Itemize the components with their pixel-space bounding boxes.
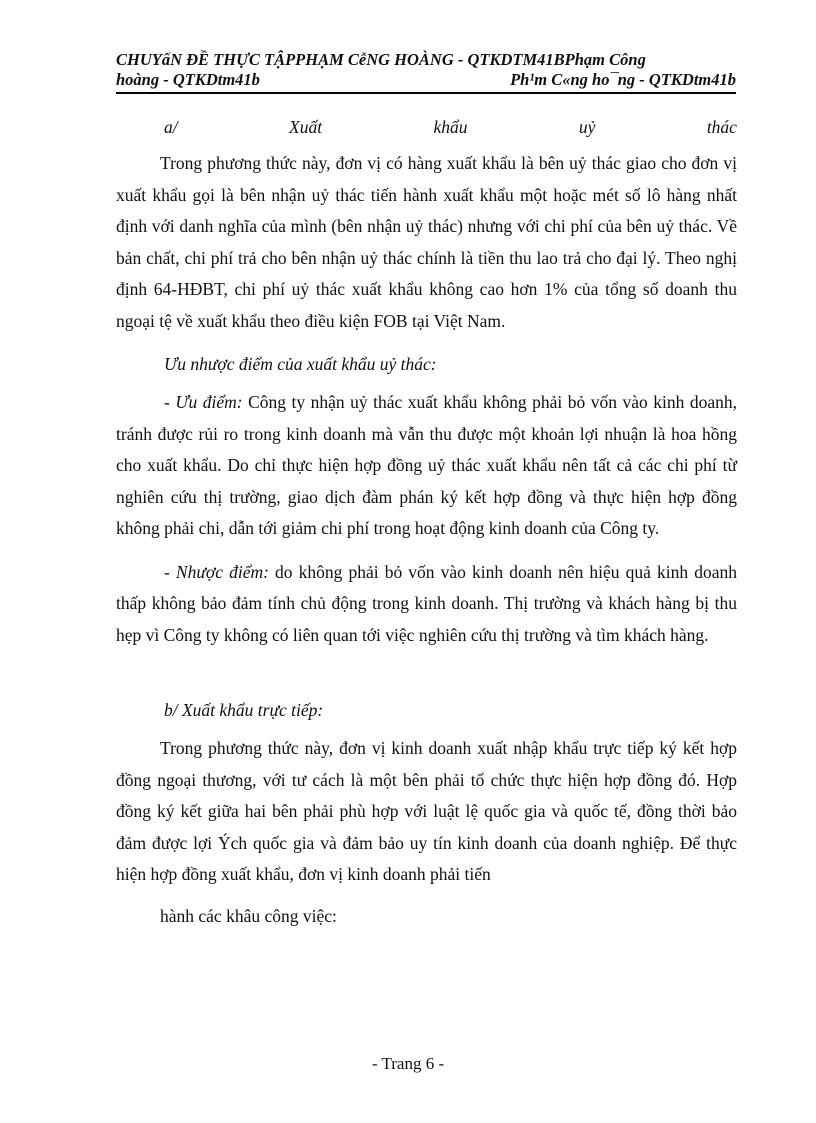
- cons-paragraph: [116, 557, 737, 652]
- section-b-paragraph: Trong phương thức này, đơn vị kinh doanh xuất nhập khẩu trực tiếp ký kết hợp đồng ngoại thương, với tư cách là một bên phải tổ chức thực hiện hợp đồng đó. Hợp đồng ký kết giữa hai bên phải phù hợp với luật lệ quốc gia và quốc tế, đồng thời bảo đảm được lợi Ých quốc gia và đảm bảo uy tín kinh doanh của doanh nghiệp. Để thực hiện hợp đồng xuất khẩu, đơn vị kinh doanh phải tiến: [116, 738, 737, 884]
- document-body: [116, 112, 737, 931]
- cons-text: do không phải bỏ vốn vào kinh doanh nên hiệu quả kinh doanh thấp không bảo đảm tính chủ động trong kinh doanh. Thị trường và khách hàng bị thu hẹp vì Công ty không có liên quan tới việc nghiên cứu thị trường và tìm khách hàng.: [116, 561, 737, 645]
- header-line-2: [116, 70, 736, 90]
- pros-paragraph: [116, 387, 737, 545]
- page-header: [116, 50, 736, 94]
- section-a-paragraph: Trong phương thức này, đơn vị có hàng xuất khẩu là bên uỷ thác giao cho đơn vị xuất khẩu gọi là bên nhận uỷ thác tiến hành xuất khẩu một hoặc mét số lô hàng nhất định với danh nghĩa của mình (bên nhận uỷ thác) nhưng với chi phí của bên uỷ thác. Về bản chất, chi phí trả cho bên nhận uỷ thác chính là tiền thu lao trả cho đại lý. Theo nghị định 64-HĐBT, chi phí uỷ thác xuất khẩu không cao hơn 1% của tổng số doanh thu ngoại tệ về xuất khẩu theo điều kiện FOB tại Việt Nam.: [116, 153, 737, 331]
- header-title: CHUYấN ĐỀ THỰC TẬPPHẠM CễNG HOÀNG - QTKDTM41BPhạm Công: [116, 50, 646, 69]
- heading-word: thác: [706, 117, 737, 137]
- section-a-heading: [116, 112, 737, 142]
- heading-word: uỷ: [578, 117, 596, 137]
- pros-text: Công ty nhận uỷ thác xuất khẩu không phải bỏ vốn vào kinh doanh, tránh được rủi ro trong kinh doanh mà vẫn thu được một khoản lợi nhuận là hoa hồng cho xuất khẩu. Do chỉ thực hiện hợp đồng uỷ thác xuất khẩu nên tất cả các chi phí từ nghiên cứu thị trường, giao dịch đàm phán ký kết hợp đồng và thực hiện hợp đồng không phải chi, dẫn tới giảm chi phí trong hoạt động kinh doanh của Công ty.: [116, 392, 737, 538]
- section-b-last-line: hành các khâu công việc:: [160, 905, 337, 926]
- page-number: - Trang 6 -: [371, 1054, 445, 1073]
- heading-word: Xuất: [289, 117, 323, 137]
- header-author-left: hoàng - QTKDtm41b: [116, 70, 260, 89]
- heading-word: a/: [164, 117, 178, 137]
- header-line-1: [116, 50, 736, 70]
- header-author-right: Ph¹m C«ng ho¯ng - QTKDtm41b: [510, 70, 736, 89]
- section-b-heading: b/ Xuất khẩu trực tiếp:: [164, 700, 324, 720]
- cons-label: - Nhược điểm:: [164, 561, 269, 582]
- heading-word: khẩu: [433, 117, 468, 137]
- pros-label: - Ưu điểm:: [164, 392, 243, 412]
- pros-cons-heading: Ưu nhược điểm của xuất khẩu uỷ thác:: [164, 354, 437, 374]
